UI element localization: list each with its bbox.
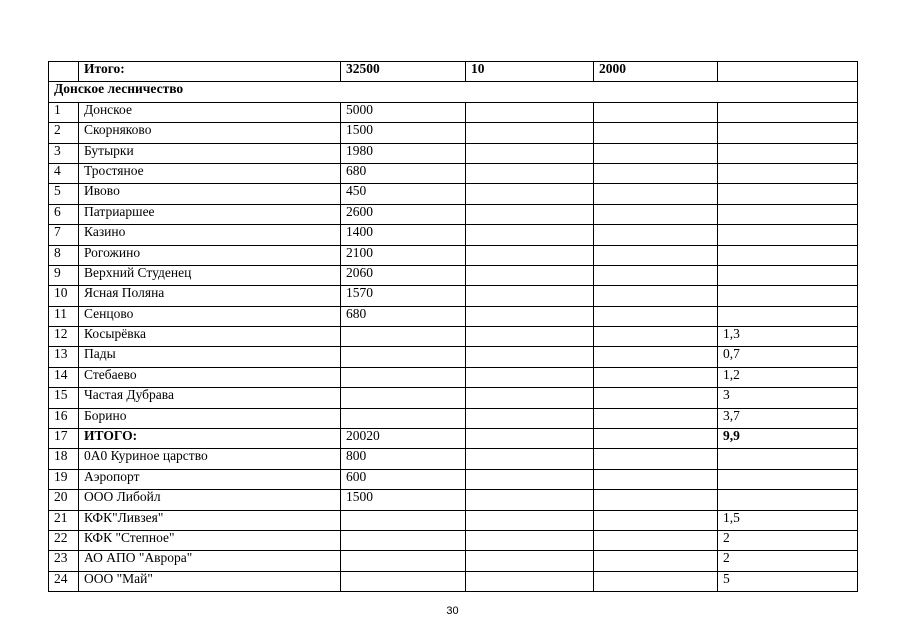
row-value-3 xyxy=(594,388,718,408)
row-number: 10 xyxy=(49,286,79,306)
row-value-2 xyxy=(466,225,594,245)
table-row xyxy=(49,408,858,428)
row-name: КФК"Ливзея" xyxy=(79,510,341,530)
row-value-4 xyxy=(718,143,858,163)
table-row xyxy=(49,510,858,530)
row-value-3 xyxy=(594,510,718,530)
table-row xyxy=(49,449,858,469)
table-row xyxy=(49,429,858,449)
row-value-2 xyxy=(466,347,594,367)
row-value-3 xyxy=(594,286,718,306)
row-value-3 xyxy=(594,327,718,347)
row-name: Ясная Поляна xyxy=(79,286,341,306)
table-row xyxy=(49,163,858,183)
row-name: Ивово xyxy=(79,184,341,204)
row-value-3: 2000 xyxy=(594,62,718,82)
row-name: ООО "Май" xyxy=(79,571,341,591)
row-number: 16 xyxy=(49,408,79,428)
row-name: Косырёвка xyxy=(79,327,341,347)
row-value-2 xyxy=(466,306,594,326)
row-name: ИТОГО: xyxy=(79,429,341,449)
row-value-2 xyxy=(466,388,594,408)
row-name: Частая Дубрава xyxy=(79,388,341,408)
row-value-2 xyxy=(466,204,594,224)
row-value-1: 1500 xyxy=(341,490,466,510)
row-number: 11 xyxy=(49,306,79,326)
row-value-4 xyxy=(718,102,858,122)
row-value-2 xyxy=(466,245,594,265)
section-title: Донское лесничество xyxy=(49,82,858,102)
row-number: 2 xyxy=(49,123,79,143)
row-name: Скорняково xyxy=(79,123,341,143)
row-value-4 xyxy=(718,204,858,224)
row-value-2 xyxy=(466,571,594,591)
row-value-4 xyxy=(718,62,858,82)
row-value-1: 2060 xyxy=(341,265,466,285)
table-row xyxy=(49,571,858,591)
row-name: Сенцово xyxy=(79,306,341,326)
table-row xyxy=(49,143,858,163)
row-value-4 xyxy=(718,123,858,143)
row-value-4 xyxy=(718,265,858,285)
row-number: 23 xyxy=(49,551,79,571)
table-row xyxy=(49,367,858,387)
row-name: 0А0 Куриное царство xyxy=(79,449,341,469)
table-row xyxy=(49,347,858,367)
row-value-1 xyxy=(341,408,466,428)
row-value-2 xyxy=(466,143,594,163)
row-value-4: 3 xyxy=(718,388,858,408)
row-value-4: 1,5 xyxy=(718,510,858,530)
row-value-2 xyxy=(466,367,594,387)
row-value-1: 2600 xyxy=(341,204,466,224)
row-value-3 xyxy=(594,347,718,367)
row-name: Тростяное xyxy=(79,163,341,183)
row-value-2 xyxy=(466,327,594,347)
row-value-1: 32500 xyxy=(341,62,466,82)
grand-total-row xyxy=(49,62,858,82)
row-value-3 xyxy=(594,408,718,428)
table-row xyxy=(49,225,858,245)
table-row xyxy=(49,102,858,122)
row-value-2 xyxy=(466,408,594,428)
row-value-4: 2 xyxy=(718,530,858,550)
row-value-1: 450 xyxy=(341,184,466,204)
row-number: 8 xyxy=(49,245,79,265)
table-row xyxy=(49,530,858,550)
row-value-2 xyxy=(466,449,594,469)
table-row xyxy=(49,551,858,571)
row-value-4 xyxy=(718,469,858,489)
row-number: 19 xyxy=(49,469,79,489)
table-row xyxy=(49,286,858,306)
row-number: 5 xyxy=(49,184,79,204)
row-value-1: 800 xyxy=(341,449,466,469)
table-row xyxy=(49,123,858,143)
row-value-2 xyxy=(466,551,594,571)
row-value-2 xyxy=(466,510,594,530)
row-name: Стебаево xyxy=(79,367,341,387)
row-number: 20 xyxy=(49,490,79,510)
table-row xyxy=(49,490,858,510)
row-value-4: 2 xyxy=(718,551,858,571)
row-number: 14 xyxy=(49,367,79,387)
row-value-1 xyxy=(341,571,466,591)
row-value-2 xyxy=(466,123,594,143)
row-value-3 xyxy=(594,163,718,183)
row-value-3 xyxy=(594,469,718,489)
row-value-1 xyxy=(341,347,466,367)
row-name: Донское xyxy=(79,102,341,122)
row-value-3 xyxy=(594,204,718,224)
row-number: 18 xyxy=(49,449,79,469)
row-number: 4 xyxy=(49,163,79,183)
row-value-4 xyxy=(718,184,858,204)
page-number: 30 xyxy=(446,605,459,617)
table-row xyxy=(49,184,858,204)
row-number: 13 xyxy=(49,347,79,367)
table-row xyxy=(49,327,858,347)
row-value-1: 1500 xyxy=(341,123,466,143)
table-body xyxy=(49,62,858,592)
row-value-1 xyxy=(341,367,466,387)
row-value-4: 3,7 xyxy=(718,408,858,428)
row-number: 21 xyxy=(49,510,79,530)
row-value-3 xyxy=(594,571,718,591)
row-number: 6 xyxy=(49,204,79,224)
row-value-3 xyxy=(594,123,718,143)
table-row xyxy=(49,306,858,326)
table-row xyxy=(49,204,858,224)
row-value-4: 0,7 xyxy=(718,347,858,367)
row-value-3 xyxy=(594,551,718,571)
row-value-3 xyxy=(594,102,718,122)
table-row xyxy=(49,265,858,285)
row-value-4 xyxy=(718,286,858,306)
row-value-2 xyxy=(466,102,594,122)
row-value-4: 1,3 xyxy=(718,327,858,347)
row-value-1: 2100 xyxy=(341,245,466,265)
row-value-3 xyxy=(594,367,718,387)
row-value-2 xyxy=(466,490,594,510)
row-number xyxy=(49,62,79,82)
row-value-2 xyxy=(466,469,594,489)
row-number: 15 xyxy=(49,388,79,408)
row-name: Патриаршее xyxy=(79,204,341,224)
row-name: Рогожино xyxy=(79,245,341,265)
row-value-3 xyxy=(594,429,718,449)
row-name: КФК "Степное" xyxy=(79,530,341,550)
row-value-4 xyxy=(718,490,858,510)
row-value-1: 680 xyxy=(341,163,466,183)
row-value-4 xyxy=(718,449,858,469)
row-name: Борино xyxy=(79,408,341,428)
row-value-3 xyxy=(594,225,718,245)
row-value-4 xyxy=(718,225,858,245)
row-value-3 xyxy=(594,490,718,510)
row-value-2 xyxy=(466,530,594,550)
row-value-2 xyxy=(466,265,594,285)
table-row xyxy=(49,469,858,489)
row-value-1: 20020 xyxy=(341,429,466,449)
row-value-1: 1570 xyxy=(341,286,466,306)
table-row xyxy=(49,245,858,265)
row-name: Итого: xyxy=(79,62,341,82)
row-name: Бутырки xyxy=(79,143,341,163)
row-number: 12 xyxy=(49,327,79,347)
row-value-1 xyxy=(341,551,466,571)
row-value-1: 1400 xyxy=(341,225,466,245)
row-value-4 xyxy=(718,163,858,183)
row-value-3 xyxy=(594,306,718,326)
row-number: 7 xyxy=(49,225,79,245)
row-value-1: 600 xyxy=(341,469,466,489)
row-name: Аэропорт xyxy=(79,469,341,489)
row-number: 17 xyxy=(49,429,79,449)
row-name: АО АПО "Аврора" xyxy=(79,551,341,571)
row-value-4: 5 xyxy=(718,571,858,591)
row-value-1: 1980 xyxy=(341,143,466,163)
row-number: 22 xyxy=(49,530,79,550)
row-value-1 xyxy=(341,510,466,530)
row-value-3 xyxy=(594,245,718,265)
row-name: Казино xyxy=(79,225,341,245)
row-number: 9 xyxy=(49,265,79,285)
row-value-1: 5000 xyxy=(341,102,466,122)
row-value-1 xyxy=(341,327,466,347)
row-number: 1 xyxy=(49,102,79,122)
row-value-4: 1,2 xyxy=(718,367,858,387)
row-value-1 xyxy=(341,530,466,550)
row-value-4 xyxy=(718,245,858,265)
row-value-3 xyxy=(594,530,718,550)
row-value-4 xyxy=(718,306,858,326)
row-value-2 xyxy=(466,184,594,204)
row-value-1: 680 xyxy=(341,306,466,326)
row-number: 24 xyxy=(49,571,79,591)
section-row xyxy=(49,82,858,102)
row-name: Верхний Студенец xyxy=(79,265,341,285)
row-value-1 xyxy=(341,388,466,408)
forestry-table xyxy=(48,61,858,592)
row-name: ООО Либойл xyxy=(79,490,341,510)
row-value-2 xyxy=(466,286,594,306)
row-value-3 xyxy=(594,184,718,204)
row-value-3 xyxy=(594,143,718,163)
row-name: Пады xyxy=(79,347,341,367)
row-value-3 xyxy=(594,449,718,469)
row-value-4: 9,9 xyxy=(718,429,858,449)
row-value-3 xyxy=(594,265,718,285)
row-number: 3 xyxy=(49,143,79,163)
table-row xyxy=(49,388,858,408)
row-value-2: 10 xyxy=(466,62,594,82)
row-value-2 xyxy=(466,163,594,183)
row-value-2 xyxy=(466,429,594,449)
